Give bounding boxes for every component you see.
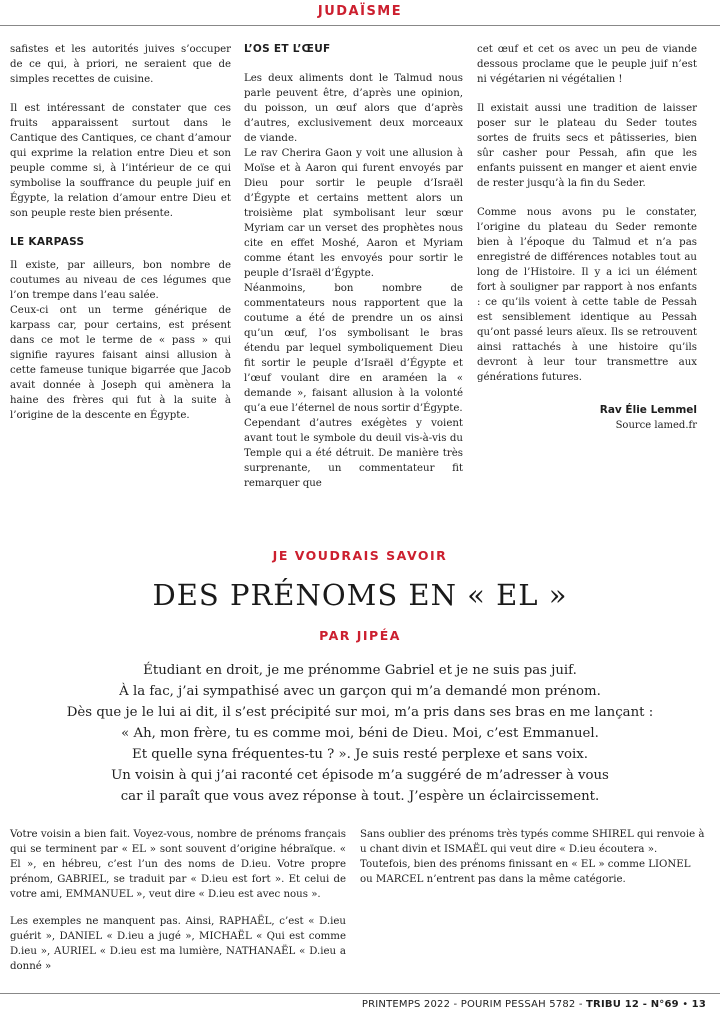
paragraph: safistes et les autorités juives s’occuper de ce qui, à priori, ne seraient que de simples recettes de cuisine.	[10, 44, 231, 85]
page-footer	[362, 999, 706, 1010]
question-line: Dès que je le lui ai dit, il s’est précipité sur moi, m’a pris dans ses bras en me lançant :	[66, 705, 654, 720]
paragraph: Il existait aussi une tradition de laisser poser sur le plateau du Seder toutes sortes de fruits secs et pâtisseries, bien sûr casher pour Pessah, afin que les enfants puissent en manger et aient envie de rester jusqu’à la fin du Seder.	[477, 103, 697, 189]
question-line: Un voisin à qui j’ai raconté cet épisode m’a suggéré de m’adresser à vous	[111, 768, 609, 783]
rubric-label: JE VOUDRAIS SAVOIR	[272, 548, 448, 563]
question-line: À la fac, j’ai sympathisé avec un garçon qui m’a demandé mon prénom.	[119, 684, 601, 699]
paragraph: Sans oublier des prénoms très typés comme SHIREL qui renvoie à u chant divin et ISMAËL qui veut dire « D.ieu écoutera ».	[360, 829, 705, 855]
paragraph: Votre voisin a bien fait. Voyez-vous, nombre de prénoms français qui se terminent par « EL » sont souvent d’origine hébraïque. « El », en hébreu, c’est l’un des noms de D.ieu. Votre propre prénom, GABRIEL, se traduit par « D.ieu est fort ». Et celui de votre ami, EMMANUEL », veut dire « D.ieu est avec nous ».	[10, 829, 346, 900]
article-title: DES PRÉNOMS EN « EL »	[152, 578, 568, 612]
answer-column-2	[360, 827, 705, 899]
paragraph: Comme nous avons pu le constater, l’origine du plateau du Seder remonte bien à l’époque du Talmud et n’a pas enregistré de différences notables tout au long de l’Histoire. Il y a ici un élément fort à souligner par rapport à nos enfants : ce qu’ils voient à cette table de Pessah est sensiblement identique au Pessah qu’ont passé leurs aïeux. Ils se retrouvent ainsi rattachés à une histoire qu’ils devront à leur tour transmettre aux générations futures.	[477, 207, 697, 383]
page-header	[0, 0, 720, 30]
paragraph: Ceux-ci ont un terme générique de karpass car, pour certains, est présent dans ce mot le terme de « pass » qui signifie rayures faisant ainsi allusion à cette fameuse tunique bigarrée que Jacob avait donnée à Joseph qui amènera la haine des frères qui fut à la suite à l’origine de la descente en Égypte.	[10, 305, 231, 421]
paragraph: Les exemples ne manquent pas. Ainsi, RAPHAËL, c’est « D.ieu guérit », DANIEL « D.ieu a jugé », MICHAËL « Qui est comme D.ieu », AURIEL « D.ieu est ma lumière, NATHANAËL « D.ieu a donné »	[10, 916, 346, 972]
page-number: 13	[691, 999, 706, 1010]
paragraph: Néanmoins, bon nombre de commentateurs nous rapportent que la coutume a été de prendre un os ainsi qu’un œuf, l’os symbolisant le bras étendu par lequel symboliquement Dieu fit sortir le peuple d’Israël d’Égypte et l’œuf voulant dire en araméen la « demande », faisant allusion à la volonté qu’a eue l’éternel de nous sortir d’Égypte.	[244, 283, 463, 414]
article-byline: PAR JIPÉA	[319, 628, 401, 643]
answer-column-1	[10, 827, 346, 986]
section-title: JUDAÏSME	[317, 4, 403, 19]
paragraph: Les deux aliments dont le Talmud nous parle peuvent être, d’après une opinion, du poisson, un œuf alors que d’après d’autres, exclusivement deux morceaux de viande.	[244, 73, 463, 144]
source-credit: Source lamed.fr	[615, 420, 697, 431]
question-line: car il paraît que vous avez réponse à tout. J’espère un éclaircissement.	[120, 789, 600, 804]
question-line: Et quelle syna fréquentes-tu ? ». Je suis resté perplexe et sans voix.	[131, 747, 588, 762]
article-column-2	[244, 42, 463, 505]
paragraph: Le rav Cherira Gaon y voit une allusion à Moïse et à Aaron qui furent envoyés par Dieu pour sortir le peuple d’Israël d’Égypte et certains mettent alors un troisième plat symbolisant leur sœur Myriam car un verset des prophètes nous cite en effet Moshé, Aaron et Myriam comme étant les envoyés pour sortir le peuple d’Israël d’Égypte.	[244, 148, 463, 279]
article-column-1	[10, 42, 231, 437]
footer-rule	[0, 993, 720, 994]
issue-label: PRINTEMPS 2022 - POURIM PESSAH 5782 -	[361, 999, 587, 1010]
section-heading-karpass: LE KARPASS	[10, 236, 85, 248]
question-line: Étudiant en droit, je me prénomme Gabriel et je ne suis pas juif.	[143, 663, 577, 678]
section-heading-os-oeuf: L’OS ET L’ŒUF	[244, 43, 331, 55]
header-rule	[0, 25, 720, 26]
signature	[477, 403, 697, 433]
paragraph: Il est intéressant de constater que ces fruits apparaissent surtout dans le Cantique des Cantiques, ce chant d’amour qui exprime la relation entre Dieu et son peuple comme si, à l’intérieur de ce qui symbolise la souffrance du peuple juif en Égypte, la relation d’amour entre Dieu et son peuple reste bien présente.	[10, 103, 231, 219]
reader-question	[20, 660, 700, 807]
footer-separator: •	[678, 999, 692, 1010]
magazine-label: TRIBU 12 - N°69	[586, 999, 679, 1010]
question-line: « Ah, mon frère, tu es comme moi, béni de Dieu. Moi, c’est Emmanuel.	[121, 726, 599, 741]
article-column-3	[477, 42, 697, 433]
paragraph: Cependant d’autres exégètes y voient avant tout le symbole du deuil vis-à-vis du Temple qui a été détruit. De manière très surprenante, un commentateur fit remarquer que	[244, 418, 463, 489]
paragraph: Il existe, par ailleurs, bon nombre de coutumes au niveau de ces légumes que l’on trempe dans l’eau salée.	[10, 260, 231, 301]
author-name: Rav Élie Lemmel	[599, 404, 697, 416]
paragraph: cet œuf et cet os avec un peu de viande dessous proclame que le peuple juif n’est ni végétarien ni végétalien !	[477, 44, 697, 85]
paragraph: Toutefois, bien des prénoms finissant en « EL » comme LIONEL ou MARCEL n’entrent pas dans la même catégorie.	[360, 859, 691, 885]
